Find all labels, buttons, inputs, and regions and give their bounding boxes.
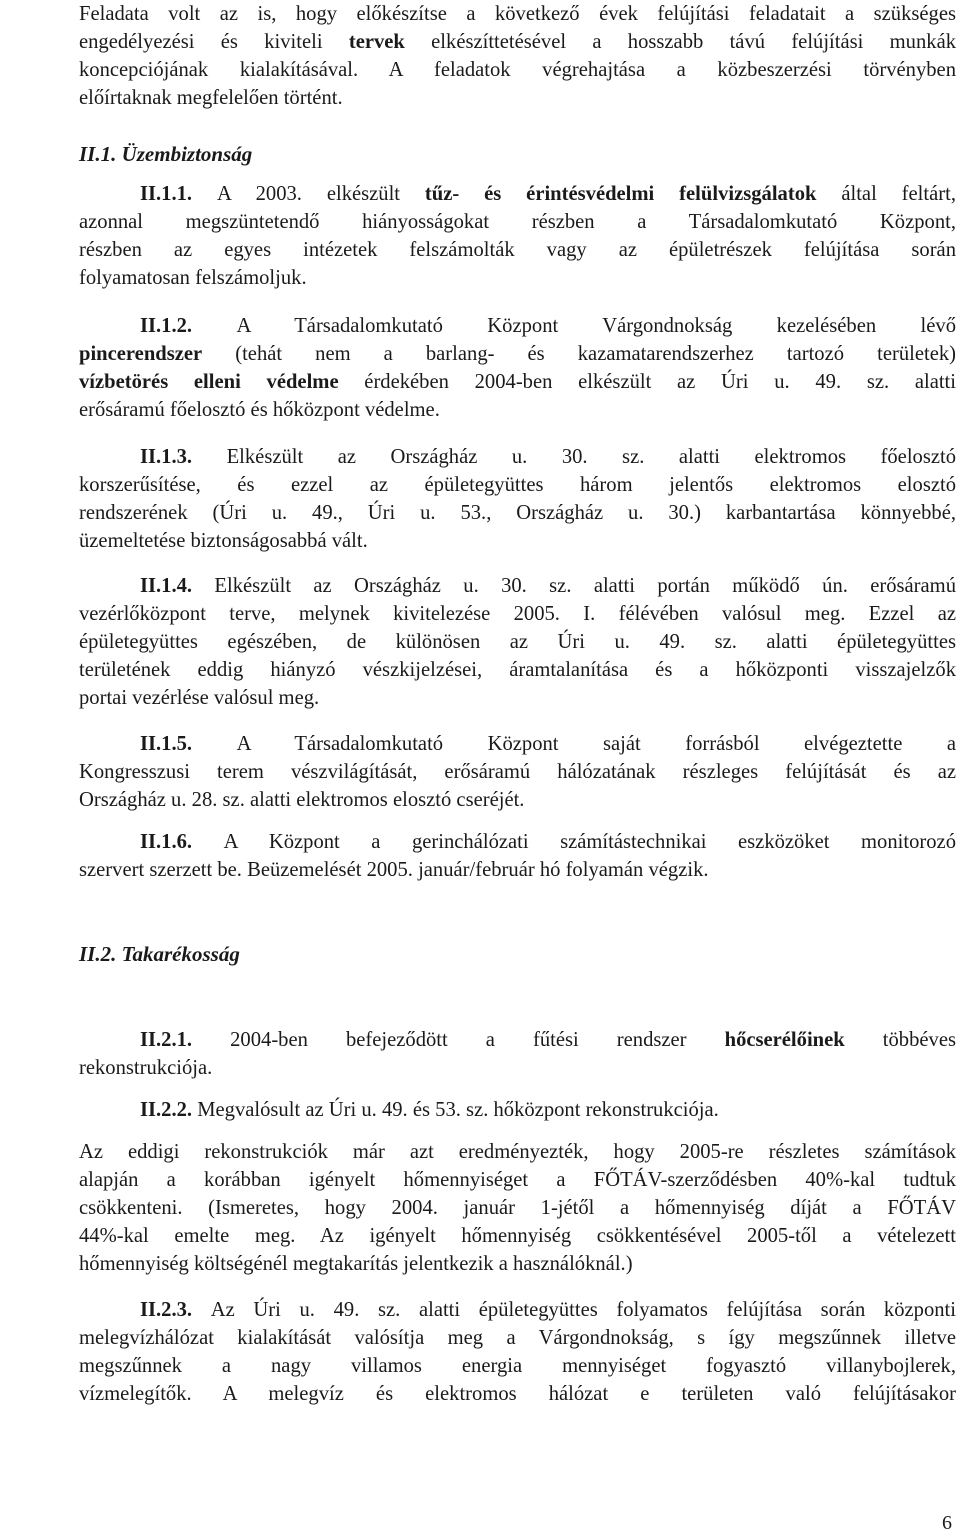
section-heading-takarekossag: II.2. Takarékosság: [79, 942, 240, 966]
intro-line-4: előírtaknak megfelelően történt.: [79, 87, 343, 109]
p113-line-3: rendszerének (Úri u. 49., Úri u. 53., Országház u. 30.) karbantartása könnyebbé,: [79, 502, 956, 524]
p115-line-1: II.1.5. A Társadalomkutató Központ saját forrásból elvégeztette a: [140, 733, 956, 755]
p223-line-4: vízmelegítők. A melegvíz és elektromos hálózat e területen való felújításakor: [79, 1383, 956, 1405]
p223-line-3: megszűnnek a nagy villamos energia mennyiséget fogyasztó villanybojlerek,: [79, 1355, 956, 1377]
intro-line-1: Feladata volt az is, hogy előkészítse a következő évek felújítási feladatait a szükséges: [79, 3, 956, 25]
p114-line-5: portai vezérlése valósul meg.: [79, 687, 320, 709]
p223-line-1: II.2.3. Az Úri u. 49. sz. alatti épületegyüttes folyamatos felújítása során központi: [140, 1299, 957, 1321]
p111-line-1: II.1.1. A 2003. elkészült tűz- és érintésvédelmi felülvizsgálatok által feltárt,: [140, 183, 956, 205]
p222-line-1: II.2.2. Megvalósult az Úri u. 49. és 53. sz. hőközpont rekonstrukciója.: [140, 1099, 719, 1121]
p114-line-2: vezérlőközpont terve, melynek kivitelezése 2005. I. félévében valósul meg. Ezzel az: [79, 603, 956, 625]
p111-line-3: részben az egyes intézetek felszámolták vagy az épületrészek felújítása során: [79, 239, 956, 261]
p114-line-3: épületegyüttes egészében, de különösen az Úri u. 49. sz. alatti épületegyüttes: [79, 631, 956, 653]
p114-line-4: területének eddig hiányzó vészkijelzései, áramtalanítása és a hőközponti visszajelzők: [79, 659, 956, 681]
p223-line-2: melegvízhálózat kialakítását valósítja meg a Várgondnokság, s így megszűnnek illetve: [79, 1327, 956, 1349]
p222b-line-4: 44%-kal emelte meg. Az igényelt hőmennyiség csökkentésével 2005-től a vételezett: [79, 1225, 956, 1247]
p113-line-1: II.1.3. Elkészült az Országház u. 30. sz. alatti elektromos főelosztó: [140, 446, 957, 468]
p222b-line-2: alapján a korábban igényelt hőmennyiséget a FŐTÁV-szerződésben 40%-kal tudtuk: [79, 1169, 956, 1191]
p114-line-1: II.1.4. Elkészült az Országház u. 30. sz. alatti portán működő ún. erősáramú: [140, 575, 957, 597]
p116-line-2: szervert szerzett be. Beüzemelését 2005. január/február hó folyamán végzik.: [79, 859, 709, 881]
p116-line-1: II.1.6. A Központ a gerinchálózati számítástechnikai eszközöket monitorozó: [140, 831, 956, 853]
p113-line-2: korszerűsítése, és ezzel az épületegyüttes három jelentős elektromos elosztó: [79, 474, 956, 496]
p221-line-1: II.2.1. 2004-ben befejeződött a fűtési rendszer hőcserélőinek többéves: [140, 1029, 956, 1051]
p112-line-3: vízbetörés elleni védelme érdekében 2004-ben elkészült az Úri u. 49. sz. alatti: [79, 371, 957, 393]
p221-line-2: rekonstrukciója.: [79, 1057, 213, 1079]
p113-line-4: üzemeltetése biztonságosabbá vált.: [79, 530, 368, 552]
p222b-line-1: Az eddigi rekonstrukciók már azt eredményezték, hogy 2005-re részletes számítások: [79, 1141, 956, 1163]
p112-line-1: II.1.2. A Társadalomkutató Központ Várgondnokság kezelésében lévő: [140, 315, 956, 337]
p112-line-2: pincerendszer (tehát nem a barlang- és kazamatarendszerhez tartozó területek): [79, 343, 956, 365]
page-number: 6: [942, 1512, 952, 1534]
intro-line-3: koncepciójának kialakításával. A feladatok végrehajtása a közbeszerzési törvényben: [79, 59, 956, 81]
p115-line-3: Országház u. 28. sz. alatti elektromos elosztó cseréjét.: [79, 789, 525, 811]
p222b-line-3: csökkenteni. (Ismeretes, hogy 2004. január 1-jétől a hőmennyiség díját a FŐTÁV: [79, 1197, 956, 1219]
p111-line-2: azonnal megszüntetendő hiányosságokat részben a Társadalomkutató Központ,: [79, 211, 956, 233]
intro-line-2: engedélyezési és kiviteli tervek elkészíttetésével a hosszabb távú felújítási munkák: [79, 31, 957, 53]
p111-line-4: folyamatosan felszámoljuk.: [79, 267, 307, 289]
p112-line-4: erősáramú főelosztó és hőközpont védelme.: [79, 399, 440, 421]
p222b-line-5: hőmennyiség költségénél megtakarítás jelentkezik a használóknál.): [79, 1253, 633, 1275]
section-heading-uzembiztonsag: II.1. Üzembiztonság: [79, 142, 253, 166]
p115-line-2: Kongresszusi terem vészvilágítását, erősáramú hálózatának részleges felújítását és az: [79, 761, 956, 783]
